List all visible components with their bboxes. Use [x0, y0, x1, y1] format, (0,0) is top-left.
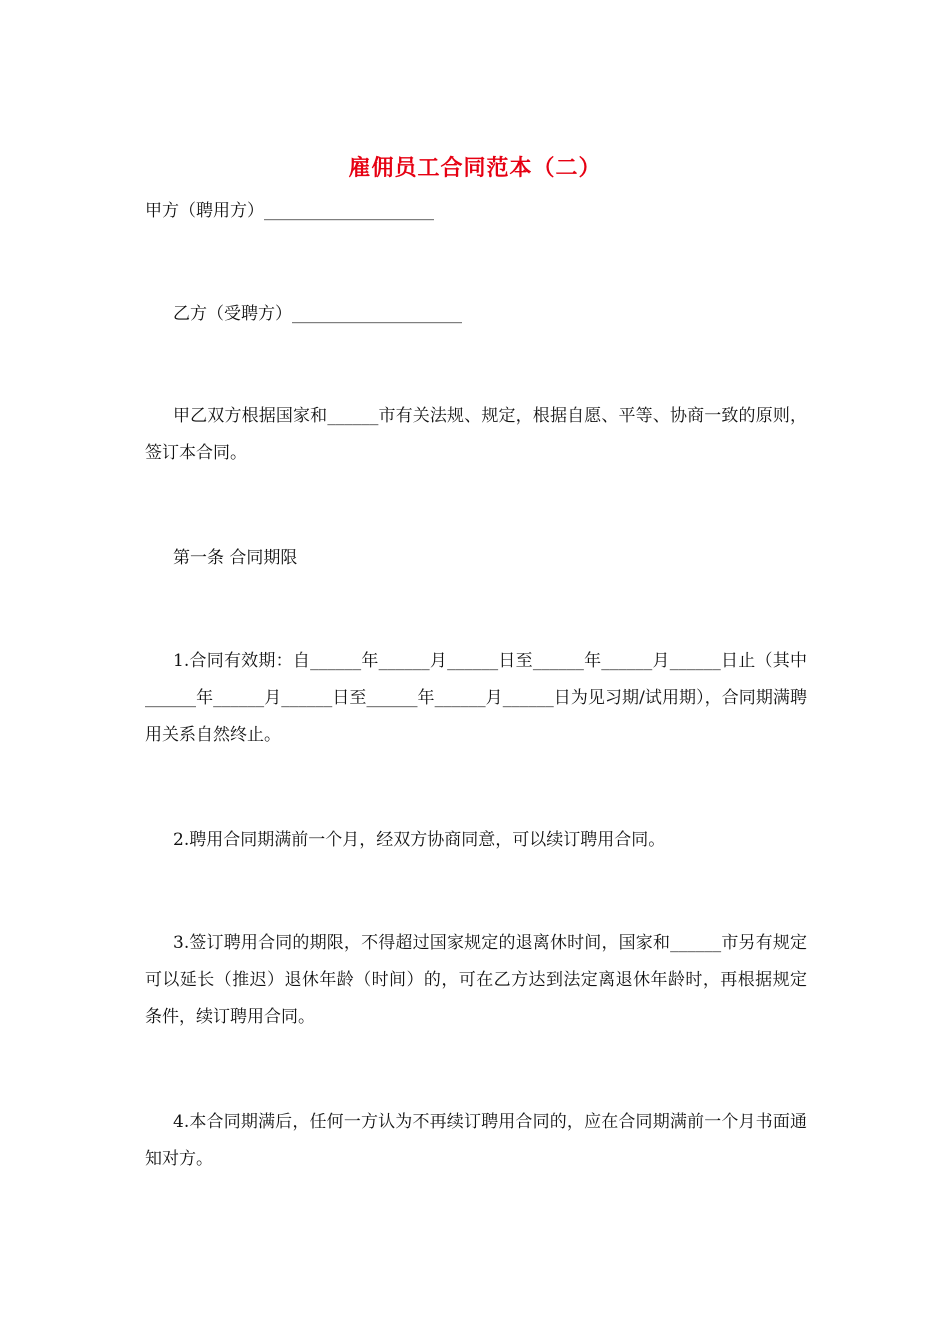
clause-4-paragraph: 4.本合同期满后，任何一方认为不再续订聘用合同的，应在合同期满前一个月书面通知对方。 [145, 1112, 807, 1169]
party-a-line: 甲方（聘用方）____________________ [145, 201, 434, 221]
clause-2-paragraph: 2.聘用合同期满前一个月，经双方协商同意，可以续订聘用合同。 [173, 830, 666, 850]
preamble-paragraph: 甲乙双方根据国家和______市有关法规、规定，根据自愿、平等、协商一致的原则，签订本合同。 [145, 406, 807, 463]
clause-3-paragraph: 3.签订聘用合同的期限，不得超过国家规定的退离休时间，国家和______市另有规定可以延长（推迟）退休年龄（时间）的，可在乙方达到法定离退休年龄时，再根据规定条件，续订聘用合同。 [145, 933, 807, 1027]
clause-1-paragraph: 1.合同有效期：自______年______月______日至______年______月______日止（其中______年______月______日至______年______月______日为见习期/试用期），合同期满聘用关系自然终止。 [145, 651, 807, 745]
document-title: 雇佣员工合同范本（二） [348, 155, 602, 181]
article-1-heading: 第一条 合同期限 [173, 548, 298, 568]
party-b-line: 乙方（受聘方）____________________ [173, 304, 462, 324]
